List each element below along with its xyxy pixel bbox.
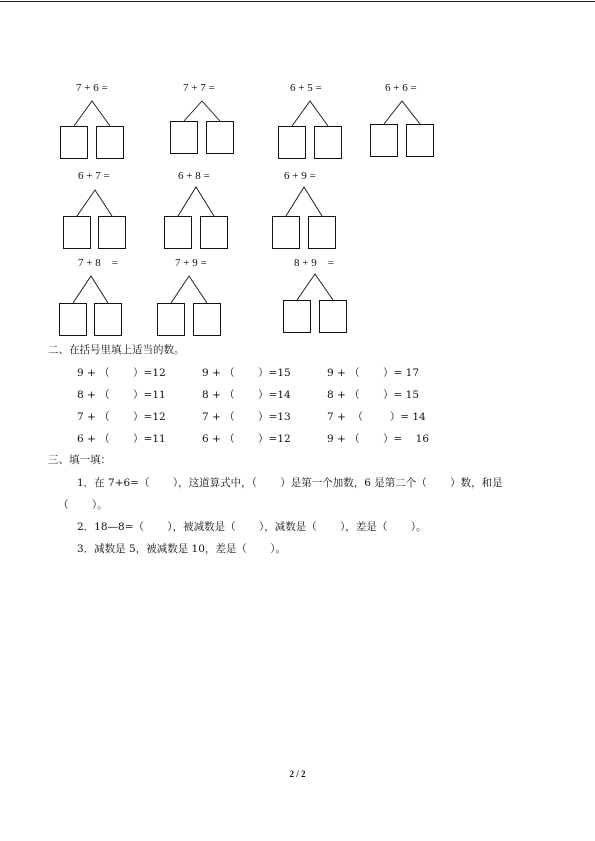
decompose-label: 6 + 9 = xyxy=(284,170,316,182)
question-1-line-1[interactable]: 1．在 7+6=（ ），这道算式中，（ ）是第一个加数，6 是第二个（ ）数，和是 xyxy=(77,477,503,489)
section-title: 二、在括号里填上适当的数。 xyxy=(48,344,185,356)
equation-item[interactable]: 9 + （ ）= 16 xyxy=(327,433,430,445)
split-line xyxy=(297,274,333,300)
split-line xyxy=(184,101,220,121)
split-line xyxy=(77,190,112,216)
equation-item[interactable]: 8 + （ ）=14 xyxy=(202,389,291,401)
equation-item[interactable]: 7 + （ ）=12 xyxy=(77,411,166,423)
decompose-label: 6 + 6 = xyxy=(385,82,417,94)
question-3[interactable]: 3．减数是 5，被减数是 10，差是（ ）。 xyxy=(77,543,287,555)
equation-item[interactable]: 8 + （ ）= 15 xyxy=(327,389,420,401)
decompose-label: 7 + 9 = xyxy=(175,257,207,269)
equation-item[interactable]: 6 + （ ）=12 xyxy=(202,433,291,445)
decompose-label: 7 + 8 = xyxy=(78,257,118,269)
equation-item[interactable]: 6 + （ ）=11 xyxy=(77,433,166,445)
equation-item[interactable]: 7 + （ ）=13 xyxy=(202,411,291,423)
decompose-label: 6 + 7 = xyxy=(78,170,110,182)
split-line xyxy=(171,276,207,303)
split-line xyxy=(178,187,214,216)
decompose-label: 7 + 6 = xyxy=(76,82,108,94)
split-line xyxy=(292,101,328,126)
question-1-line-2[interactable]: （ ）。 xyxy=(58,499,108,511)
decompose-label: 6 + 8 = xyxy=(178,170,210,182)
equation-item[interactable]: 9 + （ ）=15 xyxy=(202,367,291,379)
decompose-label: 8 + 9 = xyxy=(294,257,334,269)
equation-item[interactable]: 7 + （ ）= 14 xyxy=(327,411,426,423)
question-2[interactable]: 2．18—8=（ ），被减数是（ ），减数是（ ），差是（ ）。 xyxy=(77,521,427,533)
split-line xyxy=(73,276,108,303)
page-number: 2 / 2 xyxy=(289,769,306,779)
equation-item[interactable]: 8 + （ ）=11 xyxy=(77,389,166,401)
split-line xyxy=(74,101,110,126)
section-title: 三、填一填： xyxy=(48,454,111,466)
equation-item[interactable]: 9 + （ ）=12 xyxy=(77,367,166,379)
split-line xyxy=(384,101,420,124)
equation-item[interactable]: 9 + （ ）= 17 xyxy=(327,367,420,379)
split-line xyxy=(286,187,322,216)
decompose-label: 6 + 5 = xyxy=(290,82,322,94)
decompose-label: 7 + 7 = xyxy=(183,82,215,94)
